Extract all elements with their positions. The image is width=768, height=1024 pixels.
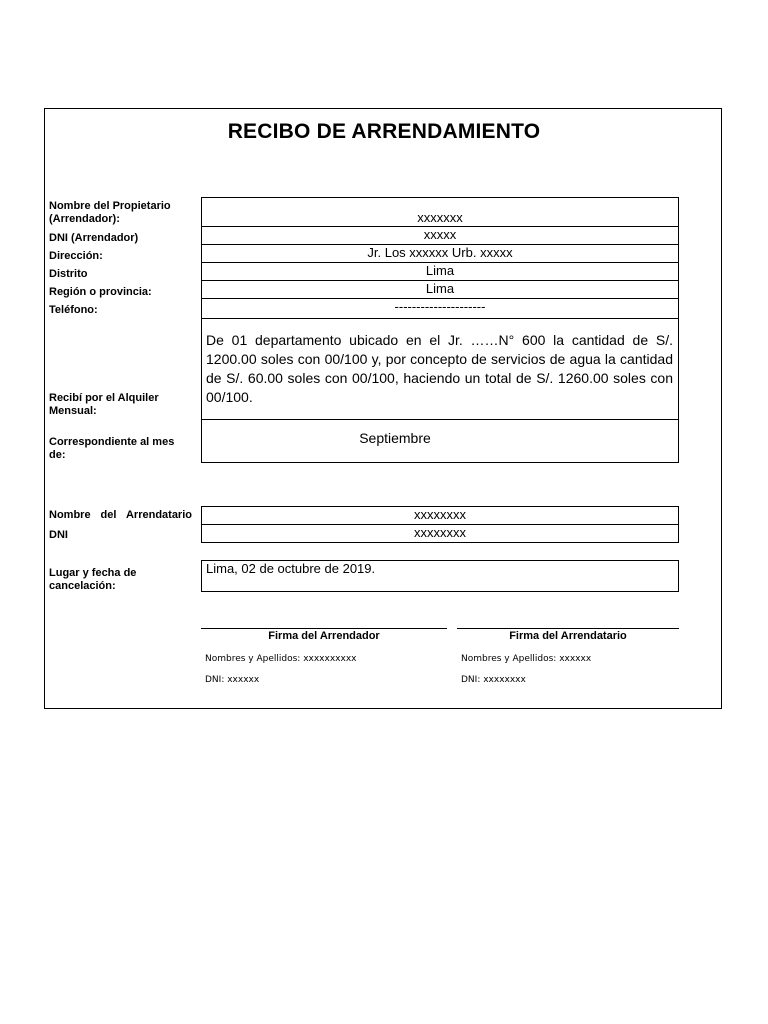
phone-field: --------------------- (201, 298, 679, 319)
region-label: Región o provincia: (49, 286, 152, 298)
district-field: Lima (201, 262, 679, 281)
tenant-names: Nombres y Apellidos: xxxxxx (461, 654, 592, 664)
place-date-label: Lugar y fecha de cancelación: (49, 567, 137, 592)
tenant-name-field: xxxxxxxx (201, 506, 679, 525)
month-field: Septiembre (201, 419, 679, 463)
document-title: RECIBO DE ARRENDAMIENTO (227, 120, 541, 143)
month-label: Correspondiente al mes de: (49, 436, 175, 461)
tenant-signature-title: Firma del Arrendatario (509, 630, 627, 642)
owner-name-label: Nombre del Propietario (Arrendador): (49, 200, 171, 225)
landlord-dni: DNI: xxxxxx (205, 675, 260, 685)
tenant-dni-field: xxxxxxxx (201, 524, 679, 543)
tenant-dni: DNI: xxxxxxxx (461, 675, 526, 685)
tenant-dni-label: DNI (49, 529, 68, 541)
landlord-names: Nombres y Apellidos: xxxxxxxxxx (205, 654, 357, 664)
landlord-signature-line (201, 628, 447, 629)
place-date-field: Lima, 02 de octubre de 2019. (201, 560, 679, 592)
district-label: Distrito (49, 268, 88, 280)
owner-dni-field: xxxxx (201, 226, 679, 245)
rent-received-label: Recibí por el Alquiler Mensual: (49, 392, 159, 417)
tenant-signature-line (457, 628, 679, 629)
rent-concept-field: De 01 departamento ubicado en el Jr. ……N° 600 la cantidad de S/. 1200.00 soles con 00/100 y, por concepto de servicios de agua la cantidad de S/. 60.00 soles con 00/100, haciendo un total de S/. 1260.00 soles con 00/100. (201, 318, 679, 420)
region-field: Lima (201, 280, 679, 299)
owner-dni-label: DNI (Arrendador) (49, 232, 139, 244)
owner-name-field: xxxxxxx (201, 197, 679, 227)
phone-label: Teléfono: (49, 304, 98, 316)
landlord-signature-title: Firma del Arrendador (268, 630, 380, 642)
address-field: Jr. Los xxxxxx Urb. xxxxx (201, 244, 679, 263)
address-label: Dirección: (49, 250, 103, 262)
tenant-name-label: Nombre del Arrendatario (49, 509, 192, 521)
